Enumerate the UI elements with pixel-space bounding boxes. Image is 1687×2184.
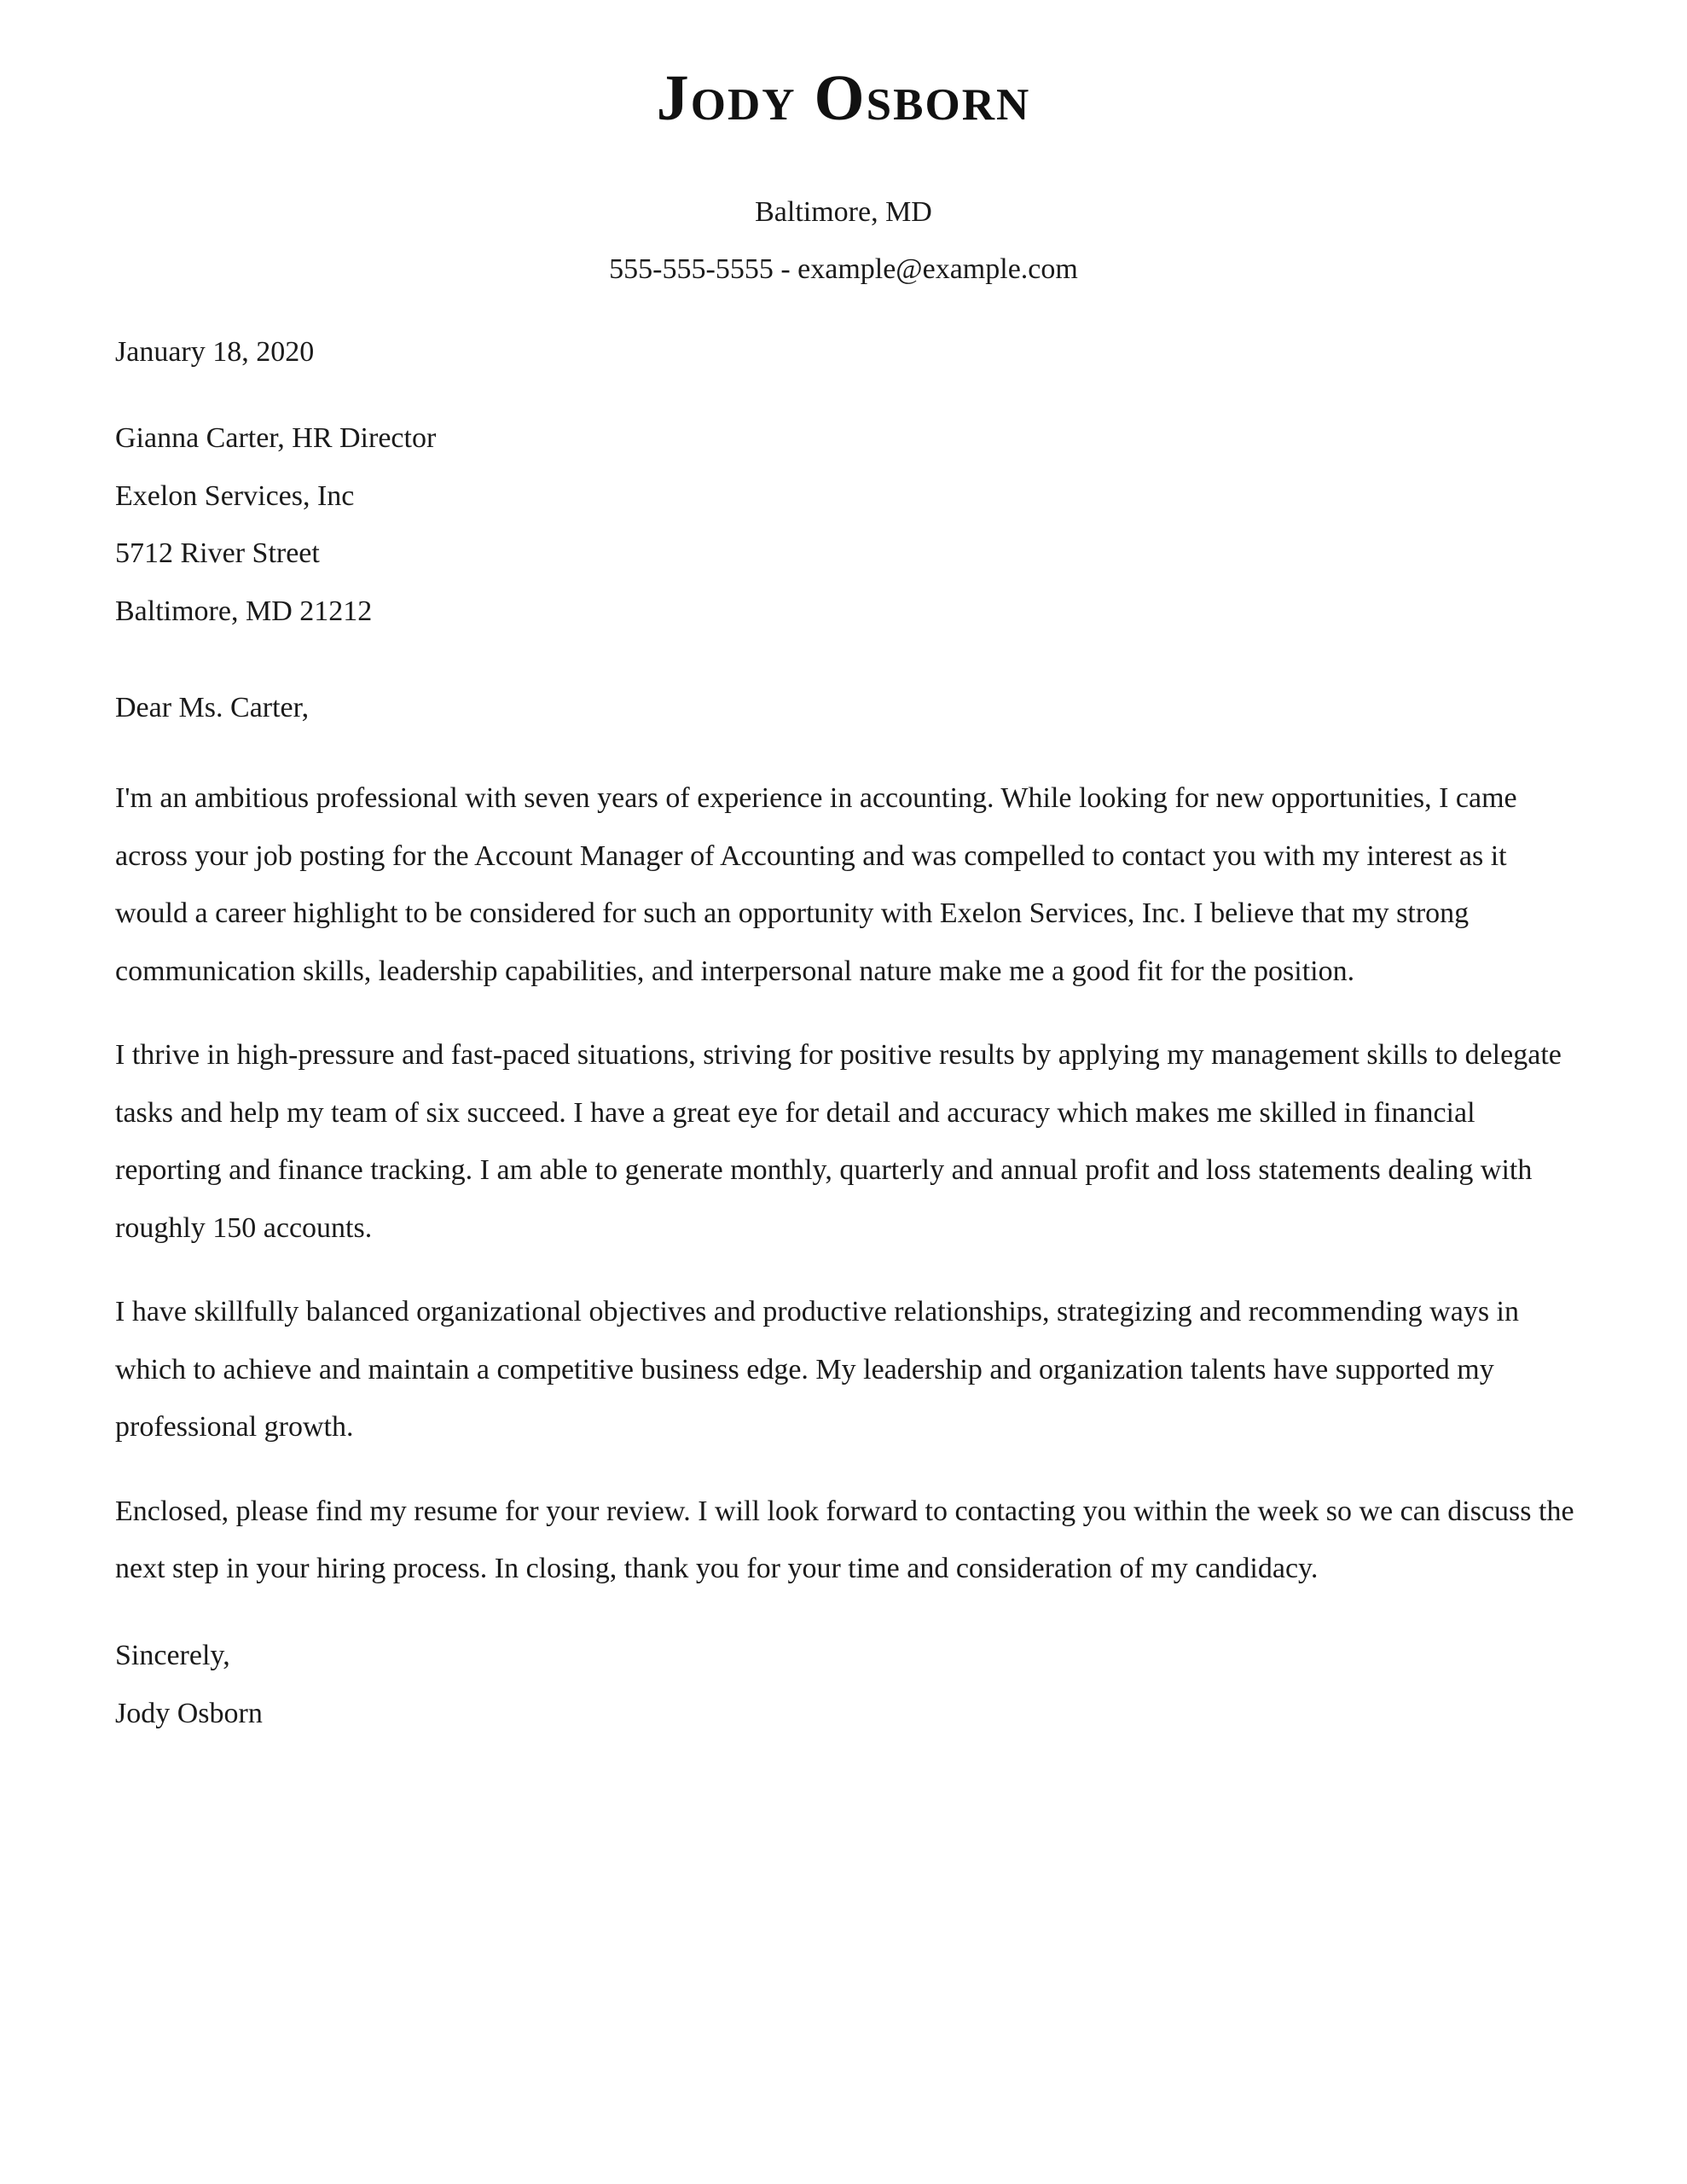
body-paragraph-4: Enclosed, please find my resume for your review. I will look forward to contacting you within the week so we can discuss the next step in your hiring process. In closing, thank you for your time and consideration of my candidacy. [115, 1495, 1574, 1584]
recipient-address [115, 410, 1582, 640]
sender-name: Jody Osborn [656, 62, 1031, 134]
letter-body [115, 770, 1582, 1624]
valediction: Sincerely, [115, 1640, 230, 1671]
letter-date: January 18, 2020 [115, 336, 315, 368]
body-paragraph-1: I'm an ambitious professional with seven years of experience in accounting. While looking for new opportunities, I came across your job posting for the Account Manager of Accounting and was compelled to contact you with my interest as it would a career highlight to be considered for such an opportunity with Exelon Services, Inc. I believe that my strong communication skills, leadership capabilities, and interpersonal nature make me a good fit for the position. [115, 782, 1517, 987]
sender-location: Baltimore, MD [755, 196, 932, 228]
body-paragraph-3: I have skillfully balanced organizational objectives and productive relationships, strategizing and recommending ways in which to achieve and maintain a competitive business edge. My leadership and organization talents have supported my professional growth. [115, 1296, 1519, 1443]
letter-closing [115, 1627, 1582, 1742]
signature-name: Jody Osborn [115, 1697, 263, 1729]
recipient-company: Exelon Services, Inc [115, 479, 355, 512]
body-paragraph-2: I thrive in high-pressure and fast-paced situations, striving for positive results by applying my management skills to delegate tasks and help my team of six succeed. I have a great eye for detail and accuracy which makes me skilled in financial reporting and finance tracking. I am able to generate monthly, quarterly and annual profit and loss statements dealing with roughly 150 accounts. [115, 1039, 1562, 1244]
recipient-city-state-zip: Baltimore, MD 21212 [115, 595, 373, 627]
sender-contact: 555-555-5555 - example@example.com [609, 253, 1078, 285]
recipient-street: 5712 River Street [115, 537, 320, 569]
salutation: Dear Ms. Carter, [115, 692, 310, 723]
recipient-name-title: Gianna Carter, HR Director [115, 422, 437, 454]
